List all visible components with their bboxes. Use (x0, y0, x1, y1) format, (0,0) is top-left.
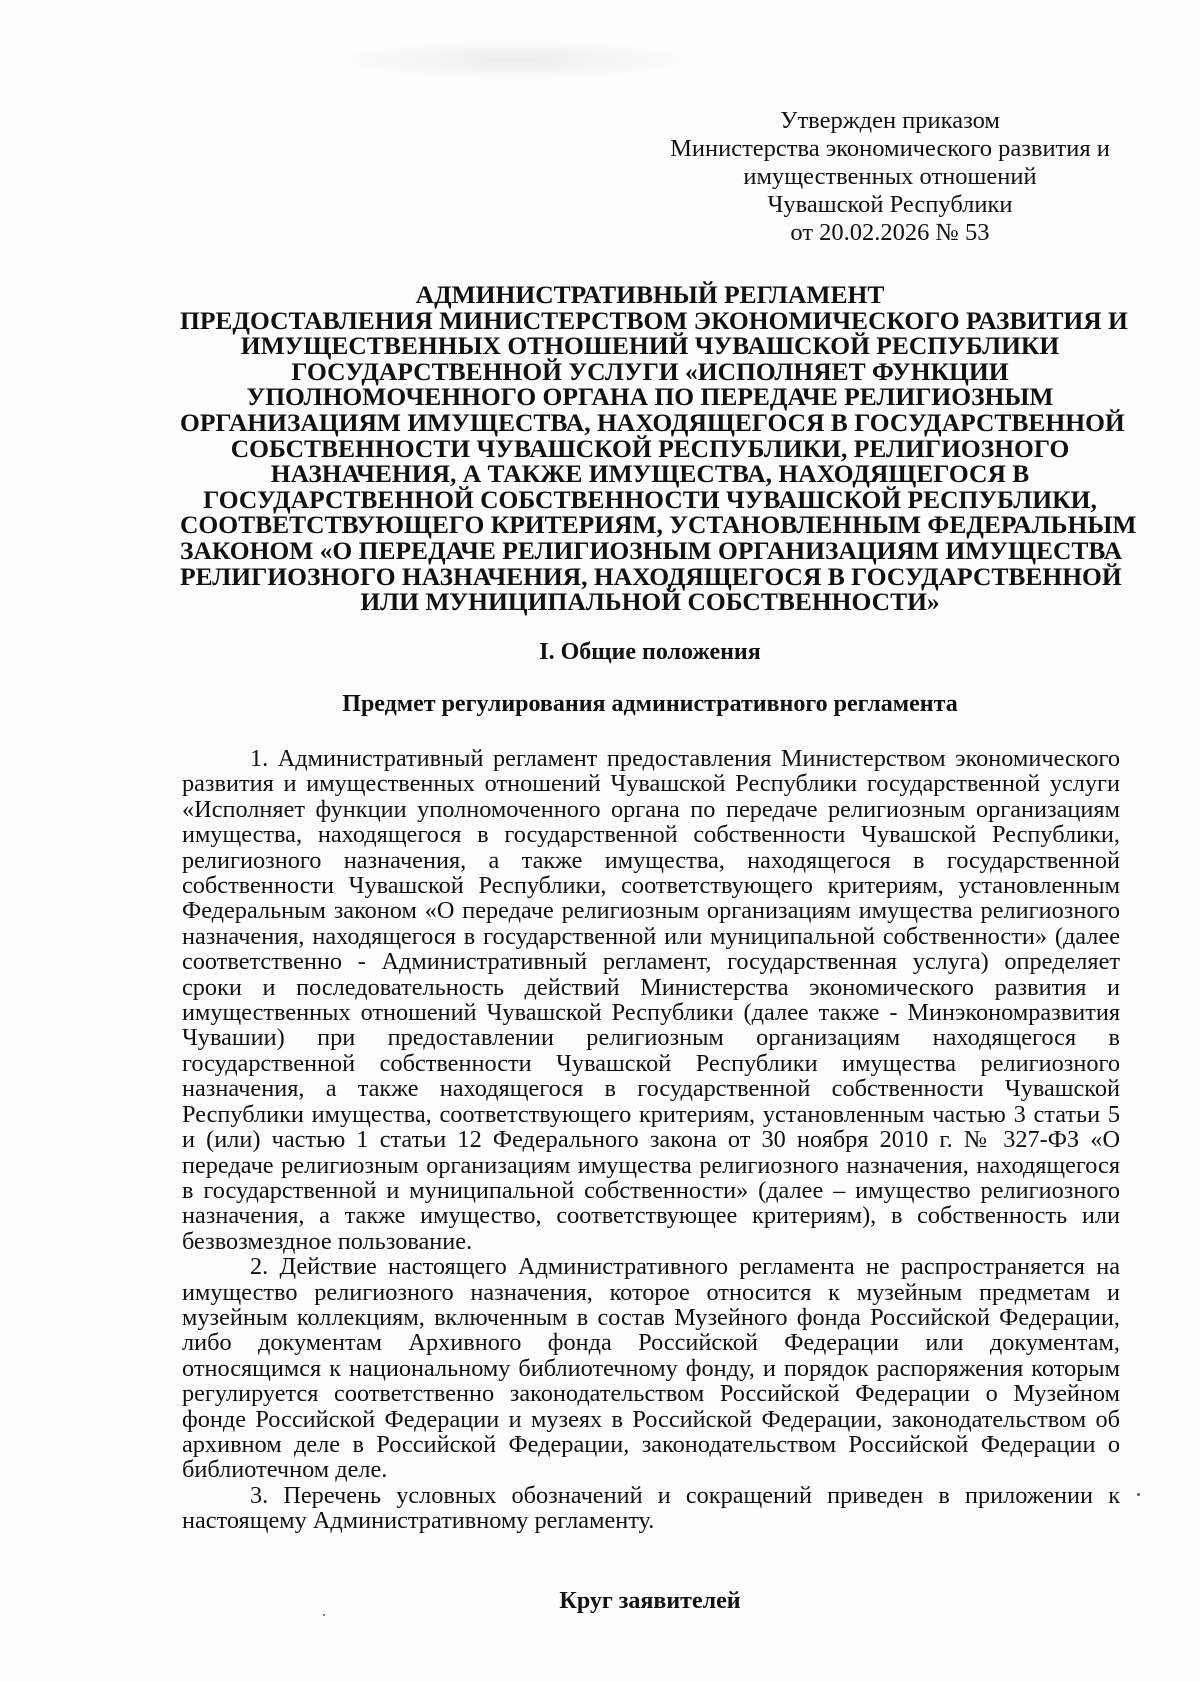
approval-line: Министерства экономического развития и (670, 135, 1110, 162)
paragraph-3: 3. Перечень условных обозначений и сокращений приведен в приложении к настоящему Административному регламенту. (182, 1481, 1120, 1535)
subsection-heading: Предмет регулирования административного регламента (342, 691, 958, 717)
title-line: ИЛИ МУНИЦИПАЛЬНОЙ СОБСТВЕННОСТИ» (360, 587, 940, 617)
paragraph-2: 2. Действие настоящего Административного регламента не распространяется на имущество религиозного назначения, которое относится к музейным предметам и музейным коллекциям, включенным в состав Музейного фонда Российской Федерации, либо документам Архивного фонда Российской Федерации или документам, относящимся к национальному библиотечному фонду, и порядок распоряжения которым регулируется соответственно законодательством Российской Федерации о Музейном фонде Российской Федерации и музеях в Российской Федерации, законодательством об архивном деле в Российской Федерации, законодательством Российской Федерации о библиотечном деле. (182, 1253, 1120, 1484)
approval-date-number: от 20.02.2026 № 53 (790, 219, 990, 246)
title-line: ПРЕДОСТАВЛЕНИЯ МИНИСТЕРСТВОМ ЭКОНОМИЧЕСКОГО РАЗВИТИЯ И (180, 305, 1128, 335)
body-text (182, 746, 1120, 1534)
title-line: СООТВЕТСТВУЮЩЕГО КРИТЕРИЯМ, УСТАНОВЛЕННЫМ ФЕДЕРАЛЬНЫМ (180, 510, 1137, 540)
title-line: ЗАКОНОМ «О ПЕРЕДАЧЕ РЕЛИГИОЗНЫМ ОРГАНИЗАЦИЯМ ИМУЩЕСТВА (180, 535, 1123, 565)
title-line: АДМИНИСТРАТИВНЫЙ РЕГЛАМЕНТ (415, 280, 885, 309)
section-heading: I. Общие положения (539, 639, 761, 665)
title-line: ОРГАНИЗАЦИЯМ ИМУЩЕСТВА, НАХОДЯЩЕГОСЯ В ГОСУДАРСТВЕННОЙ (180, 407, 1125, 437)
paragraph-1: 1. Административный регламент предоставления Министерством экономического развития и имущественных отношений Чувашской Республики государственной услуги «Исполняет функции уполномоченного органа по передаче религиозным организациям имущества, находящегося в государственной собственности Чувашской Республики, религиозного назначения, а также имущества, находящегося в государственной собственности Чувашской Республики, соответствующего критериям, установленным Федеральным законом «О передаче религиозным организациям имущества религиозного назначения, находящегося в государственной или муниципальной собственности» (далее соответственно - Административный регламент, государственная услуга) определяет сроки и последовательность действий Министерства экономического развития и имущественных отношений Чувашской Республики (далее также - Минэкономразвития Чувашии) при предоставлении религиозным организациям находящегося в государственной собственности Чувашской Республики имущества религиозного назначения, а также находящегося в государственной собственности Чувашской Республики имущества, соответствующего критериям, установленным частью 3 статьи 5 и (или) частью 1 статьи 12 Федерального закона от 30 ноября 2010 г. № 327-ФЗ «О передаче религиозным организациям имущества религиозного назначения, находящегося в государственной и муниципальной собственности» (далее – имущество религиозного назначения, а также имущество, соответствующее критериям), в собственность или безвозмездное пользование. (182, 745, 1120, 1255)
title-line: ГОСУДАРСТВЕННОЙ УСЛУГИ «ИСПОЛНЯЕТ ФУНКЦИИ (291, 356, 1009, 386)
approval-line: Чувашской Республики (767, 191, 1013, 218)
title-line: РЕЛИГИОЗНОГО НАЗНАЧЕНИЯ, НАХОДЯЩЕГОСЯ В ГОСУДАРСТВЕННОЙ (180, 561, 1122, 591)
approval-stamp-block (620, 107, 1160, 247)
approval-line: имущественных отношений (743, 163, 1037, 190)
subsection-heading-applicants: Круг заявителей (559, 1588, 741, 1614)
title-line: ИМУЩЕСТВЕННЫХ ОТНОШЕНИЙ ЧУВАШСКОЙ РЕСПУБЛИКИ (240, 331, 1060, 361)
title-line: СОБСТВЕННОСТИ ЧУВАШСКОЙ РЕСПУБЛИКИ, РЕЛИГИОЗНОГО (230, 433, 1070, 463)
document-title (180, 280, 1137, 617)
approval-line: Утвержден приказом (780, 107, 1000, 134)
title-line: НАЗНАЧЕНИЯ, А ТАКЖЕ ИМУЩЕСТВА, НАХОДЯЩЕГОСЯ В (270, 459, 1030, 489)
scan-artifact (330, 40, 700, 80)
scan-speck (1137, 1493, 1140, 1496)
title-line: УПОЛНОМОЧЕННОГО ОРГАНА ПО ПЕРЕДАЧЕ РЕЛИГИОЗНЫМ (246, 382, 1054, 412)
title-line: ГОСУДАРСТВЕННОЙ СОБСТВЕННОСТИ ЧУВАШСКОЙ РЕСПУБЛИКИ, (203, 484, 1097, 514)
